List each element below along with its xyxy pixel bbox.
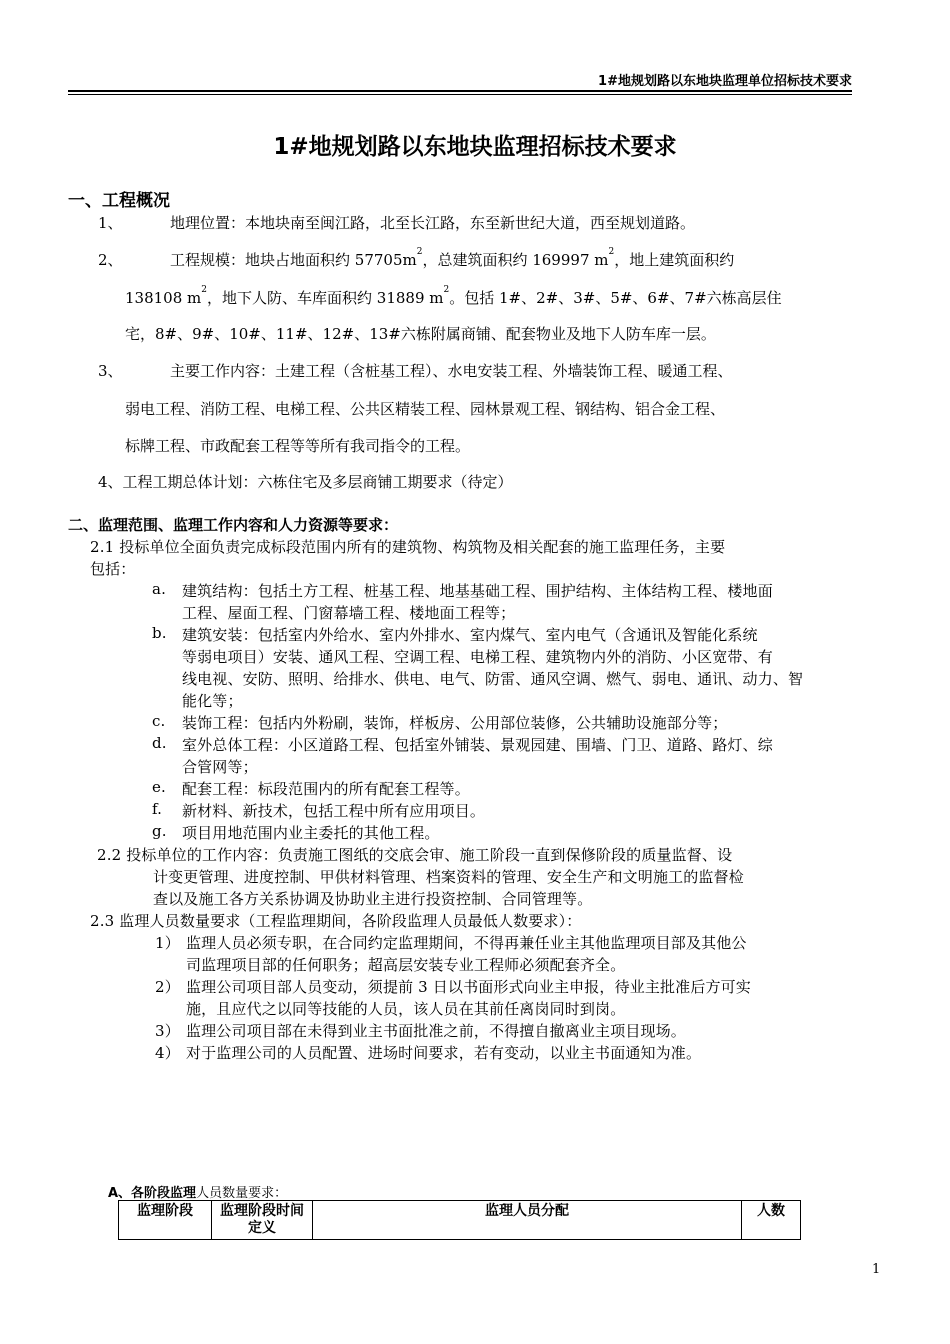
p22-line3: 查以及施工各方关系协调及协助业主进行投资控制、合同管理等。 xyxy=(153,890,593,908)
staffing-table xyxy=(118,1200,801,1240)
list-mark-e: e. xyxy=(152,778,166,796)
list-mark-a: a. xyxy=(152,580,167,598)
list-item-e-line1: 配套工程：标段范围内的所有配套工程等。 xyxy=(182,780,470,798)
list-mark-c: c. xyxy=(152,712,166,730)
p23-text: 2.3 监理人员数量要求（工程监理期间，各阶段监理人员最低人数要求）： xyxy=(90,912,582,930)
col-header-headcount: 人数 xyxy=(742,1201,801,1240)
document-title: 1#地规划路以东地块监理招标技术要求 xyxy=(273,134,677,160)
list-item-f-line1: 新材料、新技术，包括工程中所有应用项目。 xyxy=(182,802,486,820)
item1-text: 地理位置：本地块南至闽江路，北至长江路，东至新世纪大道，西至规划道路。 xyxy=(170,214,696,232)
page-number: 1 xyxy=(872,1262,881,1277)
req3-line1: 监理公司项目部在未得到业主书面批准之前，不得擅自撤离业主项目现场。 xyxy=(186,1022,686,1040)
item3-number: 3、 xyxy=(98,362,123,380)
section2-heading: 二、监理范围、监理工作内容和人力资源等要求： xyxy=(68,516,399,534)
req2-mark: 2） xyxy=(155,978,180,996)
running-header: 1#地规划路以东地块监理单位招标技术要求 xyxy=(598,74,852,89)
list-mark-d: d. xyxy=(152,734,167,752)
item2-number: 2、 xyxy=(98,251,123,269)
req4-mark: 4） xyxy=(155,1044,180,1062)
p22-line2: 计变更管理、进度控制、甲供材料管理、档案资料的管理、安全生产和文明施工的监督检 xyxy=(153,868,744,886)
section1-heading: 一、工程概况 xyxy=(68,191,170,211)
req2-line2: 施，且应代之以同等技能的人员，该人员在其前任离岗同时到岗。 xyxy=(186,1000,626,1018)
table-caption: A、各阶段监理人员数量要求： xyxy=(108,1186,288,1201)
req1-line1: 监理人员必须专职，在合同约定监理期间，不得再兼任业主其他监理项目部及其他公 xyxy=(186,934,747,952)
item2-line3: 宅，8#、9#、10#、11#、12#、13#六栋附属商铺、配套物业及地下人防车库一层。 xyxy=(125,325,716,343)
req3-mark: 3） xyxy=(155,1022,180,1040)
list-item-g-line1: 项目用地范围内业主委托的其他工程。 xyxy=(182,824,440,842)
list-item-b-line4: 能化等； xyxy=(182,692,243,710)
p21-line2: 包括： xyxy=(90,560,136,578)
table-header-row xyxy=(119,1201,801,1240)
item3-line2: 弱电工程、消防工程、电梯工程、公共区精装工程、园林景观工程、钢结构、铝合金工程、 xyxy=(125,400,726,418)
list-item-c-line1: 装饰工程：包括内外粉刷，装饰，样板房、公用部位装修，公共辅助设施部分等； xyxy=(182,714,728,732)
list-mark-b: b. xyxy=(152,624,167,642)
col-header-staff-allocation: 监理人员分配 xyxy=(313,1201,742,1240)
list-item-b-line1: 建筑安装：包括室内外给水、室内外排水、室内煤气、室内电气（含通讯及智能化系统 xyxy=(182,626,758,644)
item3-line1: 主要工作内容：土建工程（含桩基工程）、水电安装工程、外墙装饰工程、暖通工程、 xyxy=(170,362,733,380)
list-item-b-line3: 线电视、安防、照明、给排水、供电、电气、防雷、通风空调、燃气、弱电、通讯、动力、智 xyxy=(182,670,804,688)
list-item-d-line2: 合管网等； xyxy=(182,758,258,776)
list-mark-f: f. xyxy=(152,800,163,818)
req1-line2: 司监理项目部的任何职务；超高层安装专业工程师必须配套齐全。 xyxy=(186,956,626,974)
req4-line1: 对于监理公司的人员配置、进场时间要求，若有变动，以业主书面通知为准。 xyxy=(186,1044,702,1062)
item1-number: 1、 xyxy=(98,214,123,232)
req1-mark: 1） xyxy=(155,934,180,952)
req2-line1: 监理公司项目部人员变动，须提前 3 日以书面形式向业主申报，待业主批准后方可实 xyxy=(186,978,751,996)
header-rule-thin xyxy=(68,94,852,95)
item2-line2: 138108 $m^2$，地下人防、车库面积约 31889 $m^2$。包括 1#、2#、3#、5#、6#、7#六栋高层住 xyxy=(125,285,782,307)
list-item-a-line2: 工程、屋面工程、门窗幕墙工程、楼地面工程等； xyxy=(182,604,516,622)
col-header-stage: 监理阶段 xyxy=(119,1201,212,1240)
item3-line3: 标牌工程、市政配套工程等等所有我司指令的工程。 xyxy=(125,437,471,455)
p22-line1: 2.2 投标单位的工作内容：负责施工图纸的交底会审、施工阶段一直到保修阶段的质量监督、设 xyxy=(97,846,733,864)
list-item-d-line1: 室外总体工程：小区道路工程、包括室外铺装、景观园建、围墙、门卫、道路、路灯、综 xyxy=(182,736,773,754)
col-header-stage-time: 监理阶段时间定义 xyxy=(212,1201,313,1240)
list-item-b-line2: 等弱电项目）安装、通风工程、空调工程、电梯工程、建筑物内外的消防、小区宽带、有 xyxy=(182,648,773,666)
item4-text: 4、工程工期总体计划：六栋住宅及多层商铺工期要求（待定） xyxy=(98,473,513,491)
list-mark-g: g. xyxy=(152,822,167,840)
p21-line1: 2.1 投标单位全面负责完成标段范围内所有的建筑物、构筑物及相关配套的施工监理任务，主要 xyxy=(90,538,726,556)
header-rule-thick xyxy=(68,90,852,92)
item2-line1: 工程规模：地块占地面积约 $57705m^2$，总建筑面积约 169997 $m^2$，地上建筑面积约 xyxy=(170,247,735,269)
list-item-a-line1: 建筑结构：包括土方工程、桩基工程、地基基础工程、围护结构、主体结构工程、楼地面 xyxy=(182,582,773,600)
